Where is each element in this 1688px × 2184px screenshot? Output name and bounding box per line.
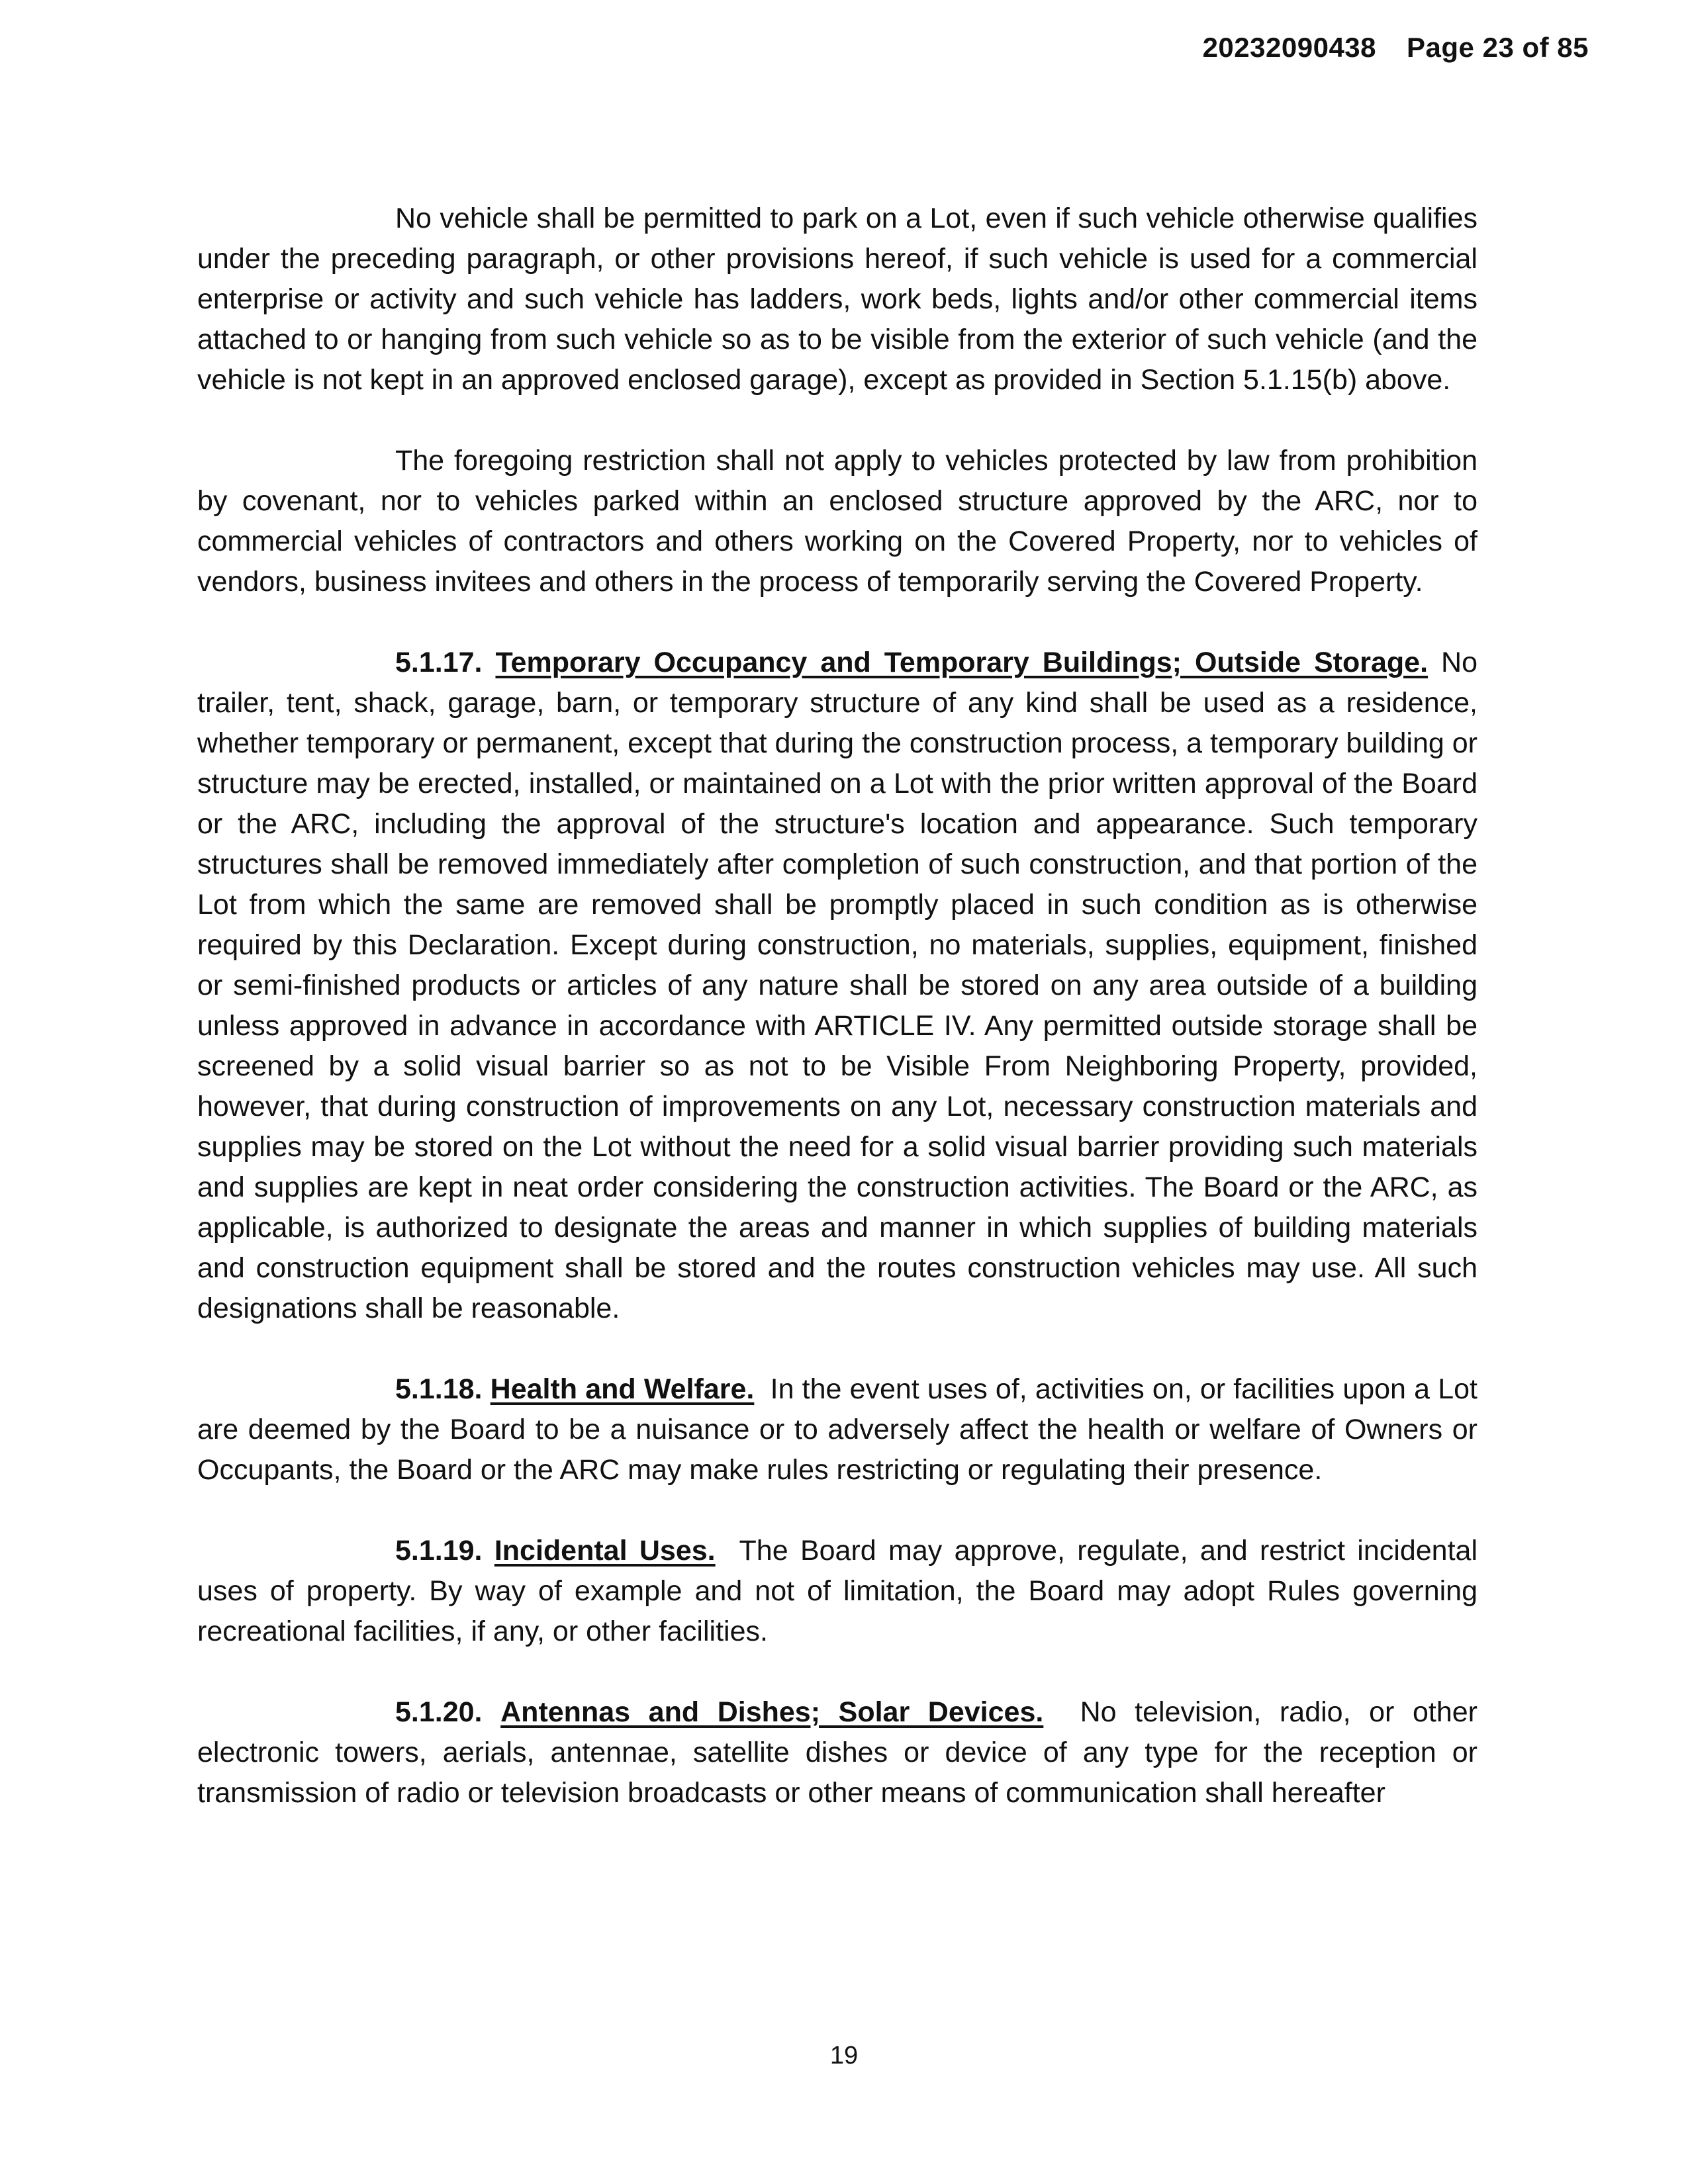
section-number: 5.1.19. (395, 1535, 483, 1567)
paragraph-commercial-vehicles: No vehicle shall be permitted to park on a Lot, even if such vehicle otherwise qualifies under the preceding paragraph, or other provisions hereof, if such vehicle is used for a commercial enterprise or activity and such vehicle has ladders, work beds, lights and/or other commercial items attached to or hanging from such vehicle so as to be visible from the exterior of such vehicle (and the vehicle is not kept in an approved enclosed garage), except as provided in Section 5.1.15(b) above. (197, 203, 1477, 396)
page-header (1203, 32, 1589, 64)
section-title: Incidental Uses. (494, 1535, 716, 1567)
page-count-label: Page 23 of 85 (1407, 32, 1589, 63)
section-text: No television, radio, or other electronic towers, aerials, antennae, satellite dishes or device of any type for the reception or transmission of radio or television broadcasts or other means of communication shall hereafter (197, 1696, 1477, 1809)
section-text: The Board may approve, regulate, and restrict incidental uses of property. By way of example and not of limitation, the Board may adopt Rules governing recreational facilities, if any, or other facilities. (197, 1535, 1477, 1647)
section-5-1-18 (197, 1369, 1477, 1490)
document-number: 20232090438 (1202, 32, 1377, 63)
page-number: 19 (829, 2042, 859, 2070)
section-text: No trailer, tent, shack, garage, barn, or temporary structure of any kind shall be used as a residence, whether temporary or permanent, except that during the construction process, a temporary building or structure may be erected, installed, or maintained on a Lot with the prior written approval of the Board or the ARC, including the approval of the structure's location and appearance. Such temporary structures shall be removed immediately after completion of such construction, and that portion of the Lot from which the same are removed shall be promptly placed in such condition as is otherwise required by this Declaration. Except during construction, no materials, supplies, equipment, finished or semi-finished products or articles of any nature shall be stored on any area outside of a building unless approved in advance in accordance with ARTICLE IV. Any permitted outside storage shall be screened by a solid visual barrier so as not to be Visible From Neighboring Property, provided, however, that during construction of improvements on any Lot, necessary construction materials and supplies may be stored on the Lot without the need for a solid visual barrier providing such materials and supplies are kept in neat order considering the construction activities. The Board or the ARC, as applicable, is authorized to designate the areas and manner in which supplies of building materials and construction equipment shall be stored and the routes construction vehicles may use. All such designations shall be reasonable. (197, 647, 1477, 1324)
section-title: Antennas and Dishes; Solar Devices. (500, 1696, 1044, 1728)
document-body (197, 199, 1477, 1854)
section-5-1-20 (197, 1692, 1477, 1813)
section-number: 5.1.20. (395, 1696, 483, 1728)
section-text: In the event uses of, activities on, or facilities upon a Lot are deemed by the Board to be a nuisance or to adversely affect the health or welfare of Owners or Occupants, the Board or the ARC may make rules restricting or regulating their presence. (197, 1373, 1477, 1486)
paragraph-restriction-exceptions: The foregoing restriction shall not apply to vehicles protected by law from prohibition by covenant, nor to vehicles parked within an enclosed structure approved by the ARC, nor to commercial vehicles of contractors and others working on the Covered Property, nor to vehicles of vendors, business invitees and others in the process of temporarily serving the Covered Property. (197, 445, 1477, 598)
section-number: 5.1.17. (395, 647, 483, 678)
section-title: Health and Welfare. (490, 1373, 755, 1405)
section-5-1-19 (197, 1531, 1477, 1652)
section-title: Temporary Occupancy and Temporary Buildings; Outside Storage. (495, 647, 1429, 678)
section-number: 5.1.18. (395, 1373, 483, 1405)
section-5-1-17 (197, 643, 1477, 1329)
